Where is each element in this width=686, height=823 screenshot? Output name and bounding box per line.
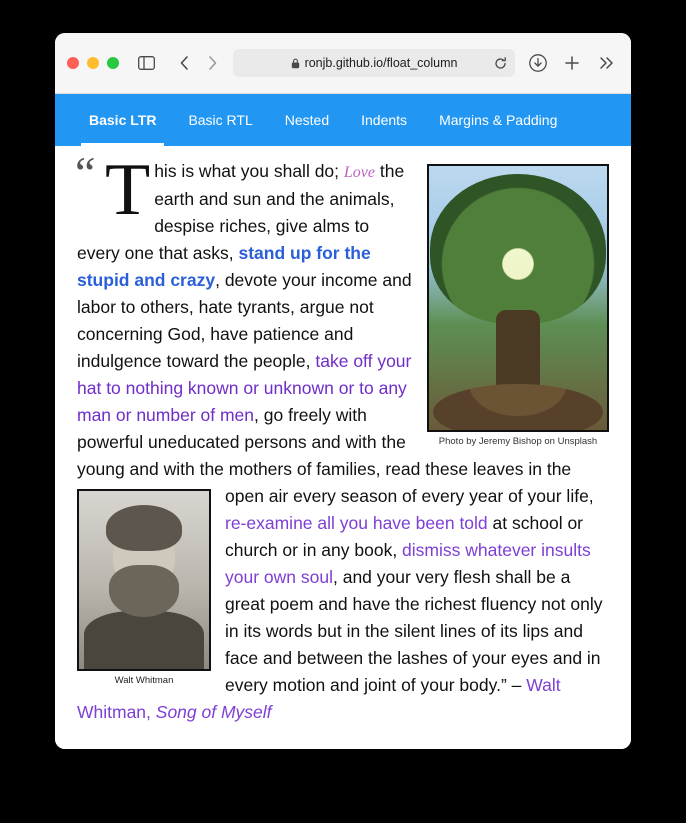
chevron-right-icon[interactable]: [199, 50, 225, 76]
article-text-3: , devote your income and labor to others, hate tyrants, argue not concerning God, have patience and indulgence toward the people,: [77, 270, 412, 371]
portrait-figure: [77, 489, 211, 687]
portrait-hair-shape: [106, 505, 182, 551]
highlight-stand-up: stand up for the stupid and crazy: [77, 243, 371, 290]
tab-label: Margins & Padding: [439, 112, 558, 128]
tab-basic-ltr[interactable]: [73, 94, 172, 146]
sidebar-icon[interactable]: [133, 50, 159, 76]
tab-label: Indents: [361, 112, 408, 128]
highlight-re-examine: re-examine all you have been told: [225, 513, 488, 533]
article-text-2: the earth and sun and the animals, despise riches, give alms to every one that asks,: [77, 161, 405, 263]
tree-canopy-shape: [430, 174, 606, 324]
url-text: ronjb.github.io/float_column: [304, 56, 458, 70]
portrait-beard-shape: [109, 565, 179, 617]
minimize-window-button[interactable]: [87, 57, 99, 69]
page-tab-bar: [55, 94, 631, 146]
chevrons-right-icon[interactable]: [593, 50, 619, 76]
tab-label: Basic RTL: [188, 112, 253, 128]
plus-icon[interactable]: [559, 50, 585, 76]
zoom-window-button[interactable]: [107, 57, 119, 69]
attribution-author: Walt Whitman,: [77, 675, 561, 722]
chevron-left-icon[interactable]: [171, 50, 197, 76]
tree-caption: Photo by Jeremy Bishop on Unsplash: [438, 436, 598, 447]
lock-icon: [291, 58, 300, 69]
highlight-take-off-hat: take off your hat to nothing known or unknown or to any man or number of men: [77, 351, 412, 425]
article-text-1: his is what you shall do;: [154, 161, 344, 181]
article-text-4-pre: , go freely with powerful uneducated persons and with the young and with the mothers of families, read these leaves in the open air every season of every year of your life,: [77, 405, 594, 506]
browser-titlebar: [55, 33, 631, 94]
tree-roots-shape: [433, 384, 603, 432]
highlight-dismiss: dismiss whatever insults your own soul: [225, 540, 591, 587]
download-icon[interactable]: [525, 50, 551, 76]
drop-cap: T: [105, 149, 151, 231]
page-content: [55, 146, 631, 749]
tab-margins-padding[interactable]: [423, 94, 573, 146]
tab-basic-rtl[interactable]: [172, 94, 268, 146]
browser-window: [55, 33, 631, 749]
article-text-6: , and your very flesh shall be a great poem and have the richest fluency not only in its words but in the silent lines of its lips and face and between the lashes of your eyes and in every motion and joint of your body.” –: [225, 567, 603, 695]
tree-photo: [427, 164, 609, 432]
window-controls: [67, 57, 119, 69]
portrait-caption: Walt Whitman: [114, 675, 174, 686]
portrait-body-shape: [84, 611, 204, 669]
tab-label: Basic LTR: [89, 112, 157, 128]
tree-figure: [427, 164, 609, 448]
love-script-text: Love: [343, 164, 375, 181]
close-window-button[interactable]: [67, 57, 79, 69]
tab-indents[interactable]: [345, 94, 423, 146]
article-text-5: at school or church or in any book,: [225, 513, 583, 560]
tab-label: Nested: [284, 112, 330, 128]
attribution-work: Song of Myself: [155, 702, 272, 722]
tab-nested[interactable]: [269, 94, 345, 146]
address-bar[interactable]: [233, 49, 515, 77]
walt-whitman-portrait: [77, 489, 211, 671]
open-quote-mark: “: [75, 147, 96, 198]
reload-icon[interactable]: [490, 53, 510, 73]
